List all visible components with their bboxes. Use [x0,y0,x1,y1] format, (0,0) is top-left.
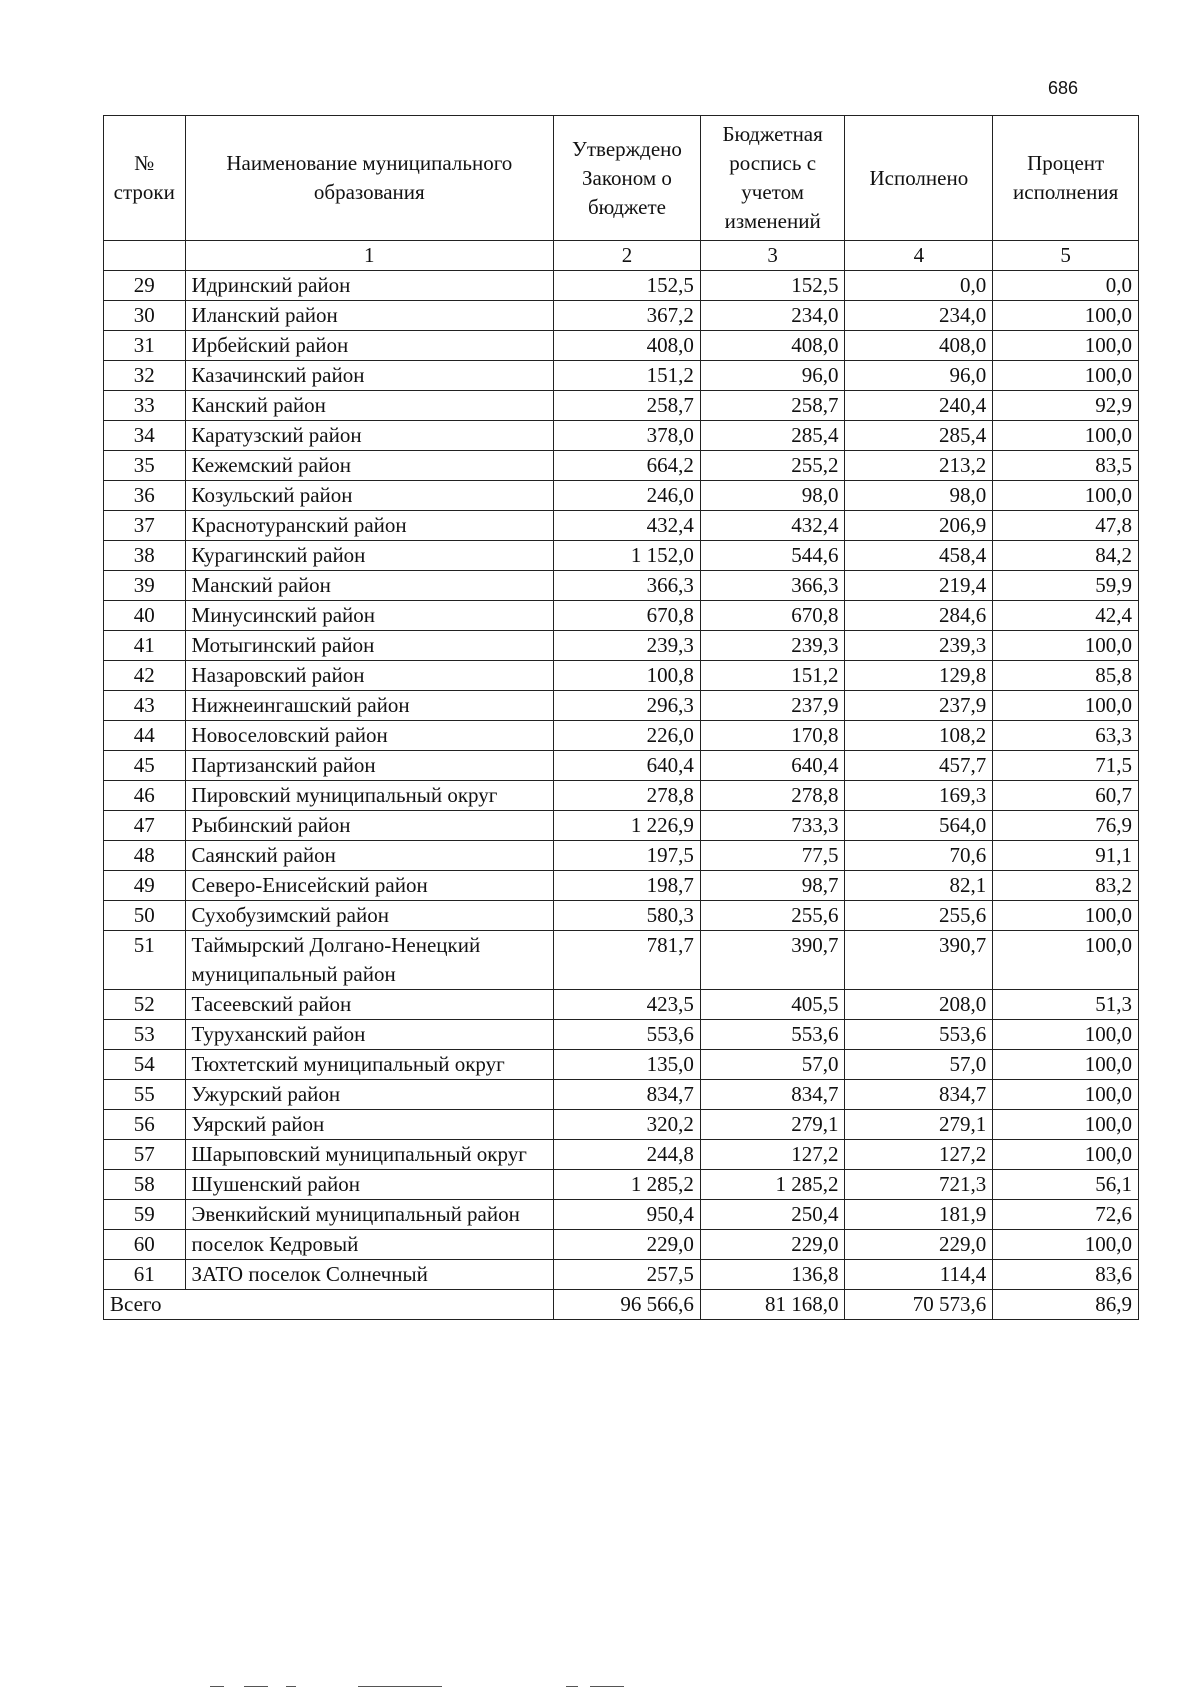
row-number: 35 [104,451,186,481]
row-number: 37 [104,511,186,541]
row-approved: 580,3 [554,901,701,931]
row-number: 31 [104,331,186,361]
row-budget: 98,7 [700,871,845,901]
row-number: 52 [104,990,186,1020]
row-number: 54 [104,1050,186,1080]
row-budget: 170,8 [700,721,845,751]
row-number: 58 [104,1170,186,1200]
row-executed: 82,1 [845,871,993,901]
row-name: Туруханский район [185,1020,554,1050]
row-approved: 367,2 [554,301,701,331]
table-row [104,751,1139,781]
header-row-number: № строки [104,116,186,241]
row-budget: 255,2 [700,451,845,481]
table-row [104,1230,1139,1260]
row-budget: 553,6 [700,1020,845,1050]
row-executed: 553,6 [845,1020,993,1050]
row-approved: 1 285,2 [554,1170,701,1200]
row-executed: 284,6 [845,601,993,631]
row-percent: 100,0 [993,691,1139,721]
row-number: 45 [104,751,186,781]
row-name: Северо-Енисейский район [185,871,554,901]
table-row [104,1260,1139,1290]
row-number: 33 [104,391,186,421]
row-executed: 70,6 [845,841,993,871]
row-approved: 198,7 [554,871,701,901]
column-number: 2 [554,241,701,271]
row-percent: 100,0 [993,361,1139,391]
row-approved: 278,8 [554,781,701,811]
row-executed: 457,7 [845,751,993,781]
row-budget: 390,7 [700,931,845,990]
row-percent: 100,0 [993,1140,1139,1170]
row-name: Рыбинский район [185,811,554,841]
row-number: 46 [104,781,186,811]
header-budget-list: Бюджетная роспись с учетом изменений [700,116,845,241]
row-name: Казачинский район [185,361,554,391]
row-number: 55 [104,1080,186,1110]
row-name: Сухобузимский район [185,901,554,931]
table-row [104,481,1139,511]
budget-table [103,115,1139,1320]
row-percent: 83,5 [993,451,1139,481]
total-budget: 81 168,0 [700,1290,845,1320]
row-executed: 834,7 [845,1080,993,1110]
row-executed: 390,7 [845,931,993,990]
row-name: Шарыповский муниципальный округ [185,1140,554,1170]
row-executed: 239,3 [845,631,993,661]
row-number: 34 [104,421,186,451]
row-budget: 279,1 [700,1110,845,1140]
row-percent: 72,6 [993,1200,1139,1230]
row-budget: 57,0 [700,1050,845,1080]
row-approved: 950,4 [554,1200,701,1230]
row-number: 39 [104,571,186,601]
row-budget: 229,0 [700,1230,845,1260]
row-approved: 151,2 [554,361,701,391]
table-row [104,901,1139,931]
row-number: 29 [104,271,186,301]
row-percent: 71,5 [993,751,1139,781]
table-row [104,511,1139,541]
row-name: Тюхтетский муниципальный округ [185,1050,554,1080]
header-executed: Исполнено [845,116,993,241]
row-name: поселок Кедровый [185,1230,554,1260]
row-number: 53 [104,1020,186,1050]
table-row [104,721,1139,751]
column-number: 5 [993,241,1139,271]
table-row [104,841,1139,871]
row-budget: 285,4 [700,421,845,451]
row-executed: 219,4 [845,571,993,601]
row-name: Канский район [185,391,554,421]
row-name: Эвенкийский муниципальный район [185,1200,554,1230]
row-name: Курагинский район [185,541,554,571]
row-percent: 92,9 [993,391,1139,421]
row-name: Саянский район [185,841,554,871]
row-executed: 169,3 [845,781,993,811]
row-budget: 405,5 [700,990,845,1020]
row-number: 60 [104,1230,186,1260]
row-approved: 152,5 [554,271,701,301]
row-percent: 100,0 [993,1230,1139,1260]
row-number: 49 [104,871,186,901]
row-number: 51 [104,931,186,990]
table-row [104,421,1139,451]
row-percent: 85,8 [993,661,1139,691]
row-name: Манский район [185,571,554,601]
row-percent: 60,7 [993,781,1139,811]
row-approved: 423,5 [554,990,701,1020]
row-budget: 136,8 [700,1260,845,1290]
row-budget: 408,0 [700,331,845,361]
table-row [104,571,1139,601]
row-approved: 320,2 [554,1110,701,1140]
row-name: Каратузский район [185,421,554,451]
row-executed: 108,2 [845,721,993,751]
table-row [104,271,1139,301]
row-budget: 544,6 [700,541,845,571]
header-name: Наименование муниципального образования [185,116,554,241]
row-name: Уярский район [185,1110,554,1140]
row-name: Новоселовский район [185,721,554,751]
row-budget: 1 285,2 [700,1170,845,1200]
row-budget: 834,7 [700,1080,845,1110]
row-approved: 781,7 [554,931,701,990]
row-approved: 100,8 [554,661,701,691]
row-executed: 237,9 [845,691,993,721]
row-number: 56 [104,1110,186,1140]
row-percent: 100,0 [993,1050,1139,1080]
table-row [104,1050,1139,1080]
table-header [104,116,1139,271]
row-executed: 57,0 [845,1050,993,1080]
row-percent: 42,4 [993,601,1139,631]
row-budget: 151,2 [700,661,845,691]
row-approved: 1 226,9 [554,811,701,841]
row-approved: 257,5 [554,1260,701,1290]
row-number: 41 [104,631,186,661]
row-approved: 229,0 [554,1230,701,1260]
row-percent: 83,6 [993,1260,1139,1290]
row-approved: 135,0 [554,1050,701,1080]
total-row [104,1290,1139,1320]
row-executed: 127,2 [845,1140,993,1170]
row-name: Нижнеингашский район [185,691,554,721]
row-percent: 100,0 [993,901,1139,931]
column-number: 4 [845,241,993,271]
table-row [104,391,1139,421]
row-executed: 0,0 [845,271,993,301]
row-budget: 98,0 [700,481,845,511]
row-executed: 98,0 [845,481,993,511]
table-row [104,1170,1139,1200]
row-name: Козульский район [185,481,554,511]
row-percent: 100,0 [993,931,1139,990]
table-row [104,361,1139,391]
table-row [104,871,1139,901]
row-budget: 432,4 [700,511,845,541]
row-percent: 47,8 [993,511,1139,541]
row-percent: 59,9 [993,571,1139,601]
row-approved: 664,2 [554,451,701,481]
row-name: Краснотуранский район [185,511,554,541]
row-budget: 77,5 [700,841,845,871]
row-executed: 285,4 [845,421,993,451]
row-name: Таймырский Долгано-Ненецкий муниципальный район [185,931,554,990]
row-percent: 83,2 [993,871,1139,901]
row-percent: 51,3 [993,990,1139,1020]
row-executed: 240,4 [845,391,993,421]
row-number: 40 [104,601,186,631]
row-number: 48 [104,841,186,871]
table-row [104,301,1139,331]
row-executed: 129,8 [845,661,993,691]
row-number: 36 [104,481,186,511]
row-approved: 670,8 [554,601,701,631]
column-number: 1 [185,241,554,271]
row-number: 59 [104,1200,186,1230]
row-percent: 91,1 [993,841,1139,871]
row-percent: 100,0 [993,301,1139,331]
row-name: Тасеевский район [185,990,554,1020]
row-budget: 255,6 [700,901,845,931]
row-name: Мотыгинский район [185,631,554,661]
row-percent: 76,9 [993,811,1139,841]
row-name: ЗАТО поселок Солнечный [185,1260,554,1290]
table-row [104,811,1139,841]
table-row [104,661,1139,691]
row-executed: 408,0 [845,331,993,361]
row-name: Назаровский район [185,661,554,691]
table-body [104,271,1139,1290]
row-approved: 258,7 [554,391,701,421]
table-row [104,1110,1139,1140]
row-percent: 100,0 [993,481,1139,511]
row-approved: 296,3 [554,691,701,721]
row-name: Идринский район [185,271,554,301]
total-percent: 86,9 [993,1290,1139,1320]
row-name: Партизанский район [185,751,554,781]
table-row [104,331,1139,361]
table-row [104,781,1139,811]
row-number: 57 [104,1140,186,1170]
row-budget: 239,3 [700,631,845,661]
row-name: Кежемский район [185,451,554,481]
table-row [104,601,1139,631]
row-name: Пировский муниципальный округ [185,781,554,811]
row-executed: 564,0 [845,811,993,841]
row-approved: 1 152,0 [554,541,701,571]
row-executed: 206,9 [845,511,993,541]
row-percent: 100,0 [993,1110,1139,1140]
row-percent: 100,0 [993,1020,1139,1050]
row-name: Шушенский район [185,1170,554,1200]
row-percent: 84,2 [993,541,1139,571]
row-name: Иланский район [185,301,554,331]
row-approved: 640,4 [554,751,701,781]
table-row [104,541,1139,571]
row-budget: 733,3 [700,811,845,841]
row-percent: 100,0 [993,421,1139,451]
row-approved: 408,0 [554,331,701,361]
row-executed: 458,4 [845,541,993,571]
row-number: 32 [104,361,186,391]
table-row [104,631,1139,661]
row-approved: 366,3 [554,571,701,601]
table-row [104,990,1139,1020]
header-approved: Утверждено Законом о бюджете [554,116,701,241]
table-row [104,1020,1139,1050]
row-executed: 229,0 [845,1230,993,1260]
row-number: 38 [104,541,186,571]
row-executed: 279,1 [845,1110,993,1140]
table-row [104,1080,1139,1110]
header-percent: Процент исполнения [993,116,1139,241]
row-approved: 197,5 [554,841,701,871]
row-percent: 100,0 [993,331,1139,361]
row-percent: 100,0 [993,1080,1139,1110]
row-executed: 208,0 [845,990,993,1020]
row-budget: 237,9 [700,691,845,721]
row-approved: 239,3 [554,631,701,661]
row-name: Ирбейский район [185,331,554,361]
row-number: 47 [104,811,186,841]
row-number: 42 [104,661,186,691]
table-row [104,691,1139,721]
total-executed: 70 573,6 [845,1290,993,1320]
row-budget: 250,4 [700,1200,845,1230]
table-row [104,451,1139,481]
row-budget: 670,8 [700,601,845,631]
page-number: 686 [1048,78,1079,98]
row-percent: 0,0 [993,271,1139,301]
row-approved: 834,7 [554,1080,701,1110]
row-name: Минусинский район [185,601,554,631]
row-budget: 152,5 [700,271,845,301]
row-approved: 246,0 [554,481,701,511]
row-executed: 255,6 [845,901,993,931]
total-label: Всего [104,1290,554,1320]
row-percent: 56,1 [993,1170,1139,1200]
row-percent: 100,0 [993,631,1139,661]
row-executed: 213,2 [845,451,993,481]
row-approved: 378,0 [554,421,701,451]
row-approved: 244,8 [554,1140,701,1170]
row-approved: 226,0 [554,721,701,751]
row-budget: 366,3 [700,571,845,601]
table-row [104,931,1139,990]
row-number: 44 [104,721,186,751]
row-budget: 258,7 [700,391,845,421]
table-row [104,1140,1139,1170]
column-number: 3 [700,241,845,271]
scan-marks [210,1686,670,1688]
row-name: Ужурский район [185,1080,554,1110]
row-budget: 127,2 [700,1140,845,1170]
row-approved: 432,4 [554,511,701,541]
row-budget: 278,8 [700,781,845,811]
total-approved: 96 566,6 [554,1290,701,1320]
table-row [104,1200,1139,1230]
row-executed: 181,9 [845,1200,993,1230]
row-budget: 96,0 [700,361,845,391]
row-executed: 721,3 [845,1170,993,1200]
row-executed: 114,4 [845,1260,993,1290]
row-percent: 63,3 [993,721,1139,751]
row-executed: 234,0 [845,301,993,331]
row-approved: 553,6 [554,1020,701,1050]
row-number: 61 [104,1260,186,1290]
column-number [104,241,186,271]
row-number: 43 [104,691,186,721]
row-number: 30 [104,301,186,331]
row-budget: 234,0 [700,301,845,331]
row-executed: 96,0 [845,361,993,391]
row-budget: 640,4 [700,751,845,781]
row-number: 50 [104,901,186,931]
column-number-row [104,241,1139,271]
